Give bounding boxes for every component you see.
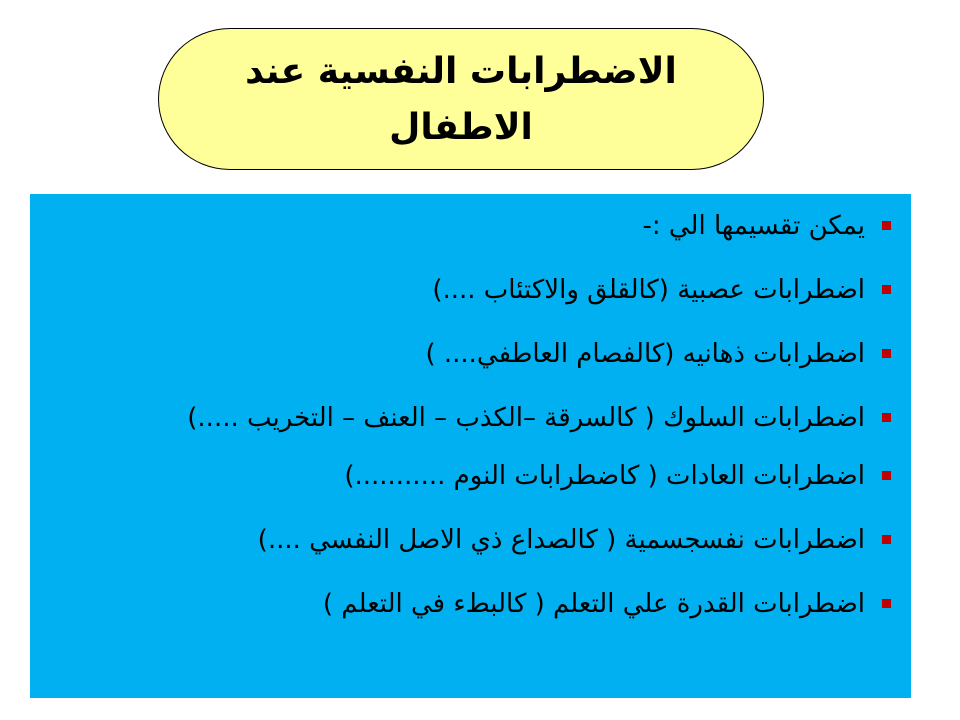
list-item: [52, 270, 893, 310]
list-item-text: اضطرابات نفسجسمية ( كالصداع ذي الاصل النفسي ....): [257, 525, 865, 555]
title-banner: [158, 28, 764, 170]
list-item-text: اضطرابات ذهانيه (كالفصام العاطفي.... ): [425, 339, 865, 369]
list-item-text: اضطرابات عصبية (كالقلق والاكتئاب ....): [432, 275, 865, 305]
square-bullet-icon: [882, 285, 891, 294]
list-item-text: اضطرابات القدرة علي التعلم ( كالبطء في التعلم ): [322, 589, 865, 619]
page-title: الاضطرابات النفسية عند الاطفال: [245, 51, 677, 148]
square-bullet-icon: [882, 413, 891, 422]
square-bullet-icon: [882, 471, 891, 480]
list-item: [52, 520, 893, 560]
list-item-text: اضطرابات السلوك ( كالسرقة –الكذب – العنف – التخريب .....): [187, 403, 865, 433]
square-bullet-icon: [882, 349, 891, 358]
bullet-list: [52, 206, 893, 624]
list-item: [52, 456, 893, 496]
content-panel: [30, 194, 911, 698]
square-bullet-icon: [882, 599, 891, 608]
list-item: [52, 584, 893, 624]
list-item: [52, 334, 893, 374]
list-item: [52, 398, 893, 438]
square-bullet-icon: [882, 221, 891, 230]
list-item: [52, 206, 893, 246]
list-item-text: يمكن تقسيمها الي :-: [642, 211, 865, 241]
list-item-text: اضطرابات العادات ( كاضطرابات النوم ...........): [344, 461, 865, 491]
square-bullet-icon: [882, 535, 891, 544]
